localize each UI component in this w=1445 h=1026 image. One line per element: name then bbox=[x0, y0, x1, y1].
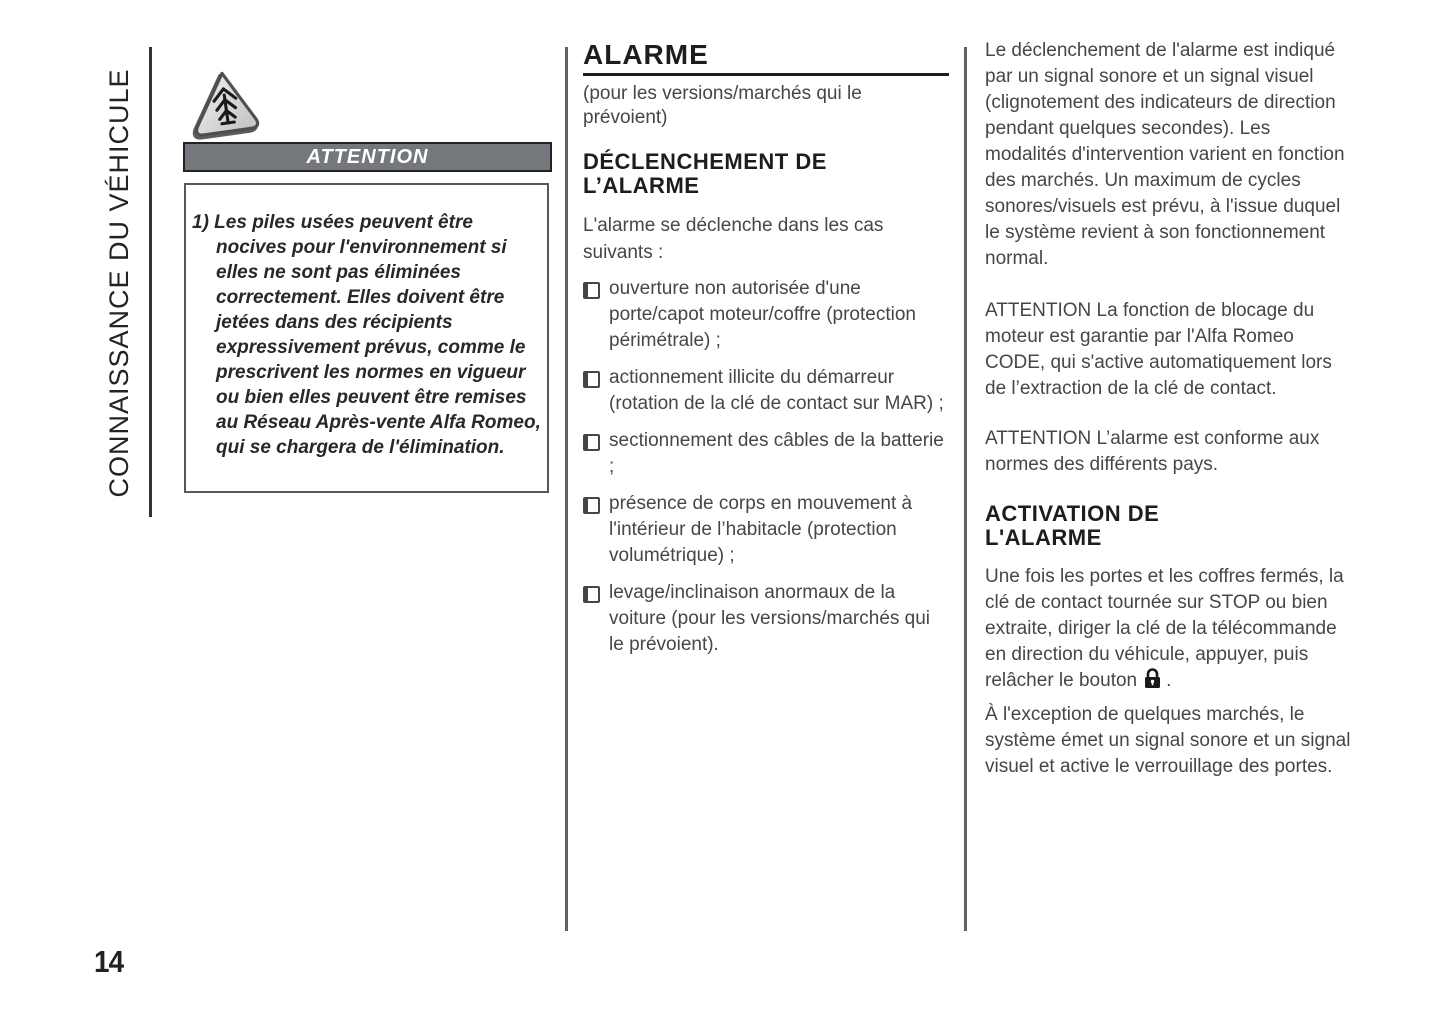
alarm-column bbox=[583, 40, 949, 669]
list-item-text: levage/inclinaison anormaux de la voiture (pour les versions/marchés qui le prévoient). bbox=[609, 582, 931, 655]
attention-note-2: ATTENTION L’alarme est conforme aux normes des différents pays. bbox=[985, 428, 1320, 475]
activation-paragraph bbox=[985, 564, 1355, 694]
list-item-text: actionnement illicite du démarreur (rotation de la clé de contact sur MAR) ; bbox=[609, 367, 944, 414]
activation-text-after: . bbox=[1166, 670, 1172, 691]
list-item bbox=[583, 365, 949, 417]
list-item-text: présence de corps en mouvement à l'intérieur de l’habitacle (protection volumétrique) ; bbox=[609, 493, 913, 566]
page-number: 14 bbox=[94, 944, 124, 979]
bullet-square-icon bbox=[583, 371, 600, 388]
lock-icon bbox=[1144, 668, 1161, 689]
list-item-text: sectionnement des câbles de la batterie ; bbox=[609, 430, 944, 477]
title-underline bbox=[583, 73, 949, 76]
chapter-sidebar-label: CONNAISSANCE DU VÉHICULE bbox=[104, 68, 134, 498]
column-divider-right bbox=[964, 47, 967, 931]
list-item bbox=[583, 428, 949, 480]
bullet-square-icon bbox=[583, 497, 600, 514]
bullet-square-icon bbox=[583, 434, 600, 451]
sidebar-rule bbox=[149, 47, 152, 517]
alarm-trigger-intro: L'alarme se déclenche dans les cas suivants : bbox=[583, 215, 884, 263]
column-divider-left bbox=[565, 47, 568, 931]
list-item bbox=[583, 580, 949, 658]
section-heading-activation: ACTIVATION DE L'ALARME bbox=[985, 501, 1160, 550]
bullet-square-icon bbox=[583, 282, 600, 299]
list-item bbox=[583, 276, 949, 354]
alarm-trigger-list bbox=[583, 276, 949, 658]
list-item-text: ouverture non autorisée d'une porte/capot moteur/coffre (protection périmétrale) ; bbox=[609, 278, 916, 351]
attention-note-1: ATTENTION La fonction de blocage du moteur est garantie par l'Alfa Romeo CODE, qui s'active automatiquement lors de l’extraction de la clé de contact. bbox=[985, 300, 1332, 399]
warning-box bbox=[184, 183, 549, 493]
alarm-indication-paragraph: Le déclenchement de l'alarme est indiqué par un signal sonore et un signal visuel (clignotement des indicateurs de direction pendant quelques secondes). Les modalités d'intervention varient en fonction des marchés. Un maximum de cycles sonores/visuels est prévu, à l'issue duquel le système revient à son fonctionnement normal. bbox=[985, 40, 1345, 269]
attention-header-label: ATTENTION bbox=[306, 145, 429, 168]
alarm-subtitle: (pour les versions/marchés qui le prévoient) bbox=[583, 83, 862, 128]
exception-paragraph: À l'exception de quelques marchés, le système émet un signal sonore et un signal visuel et active le verrouillage des portes. bbox=[985, 704, 1351, 777]
section-heading-declenchement: DÉCLENCHEMENT DE L’ALARME bbox=[583, 149, 827, 198]
warning-text: 1) Les piles usées peuvent être nocives pour l'environnement si elles ne sont pas éliminées correctement. Elles doivent être jetées dans des récipients expressivement prévus, comme le prescrivent les normes en vigueur ou bien elles peuvent être remises au Réseau Après-vente Alfa Romeo, qui se chargera de l'élimination. bbox=[192, 212, 541, 458]
activation-text-before: Une fois les portes et les coffres fermés, la clé de contact tournée sur STOP ou bien extraite, diriger la clé de la télécommande en direction du véhicule, appuyer, puis relâcher le bouton bbox=[985, 566, 1344, 691]
attention-header-bar bbox=[183, 142, 552, 172]
environment-warning-icon bbox=[185, 64, 263, 142]
page-title-alarme: ALARME bbox=[583, 39, 709, 70]
list-item bbox=[583, 491, 949, 569]
bullet-square-icon bbox=[583, 586, 600, 603]
alarm-details-column bbox=[985, 38, 1355, 806]
